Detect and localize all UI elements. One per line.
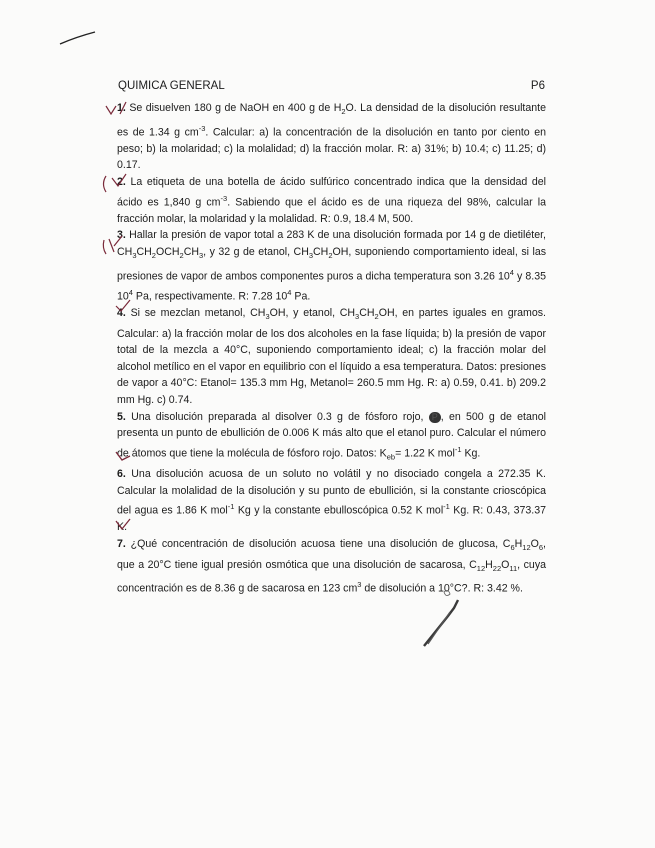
problem-number: 4. [117,306,131,319]
problem: 4. Si se mezclan metanol, $CH_3OH$, y etanol, $CH_3CH_2OH$, en partes iguales en gramos. Calcular: a) la fracción molar de los dos alcoholes en la fase líquida; b) la presión de vapor total de la mezcla a 40°C, suponiendo comportamiento ideal; c) la fracción molar del alcohol metílico en el vapor en equilibrio con el líquido a esa temperatura. Datos: presiones de vapor a 40°C: Etanol= 135.3 mm Hg, Metanol= 260.5 mm Hg. R: a) 0.59, 0.41. b) 209.2 mm Hg. c) 0.74. [117,306,547,406]
problem: 1. Se disuelven 180 g de NaOH en 400 g de $H_2O$. La densidad de la disolución resultante es de 1.34 g $cm^{-3}$. Calcular: a) la concentración de la disolución en tanto por ciento en peso; b) la molaridad; c) la molalidad; d) la fracción molar. R: a) 31%; b) 10.4; c) 11.25; d) 0.17. [117,102,546,172]
problem-number: 2. [117,176,131,189]
problem: 6. Una disolución acuosa de un soluto no volátil y no disociado congela a 272.35 K. Calcular la molalidad de la disolución y su punto de ebullición, si la constante crioscópica del agua es 1.86 K mol$^{-1}$ Kg y la constante ebulloscópica 0.52 K mol$^{-1}$ Kg. R: 0.43, 373.37 K. [117,467,547,534]
problem-number: 7. [117,537,131,550]
problem-number: 3. [117,229,130,242]
pen-squiggle-bottom [420,586,470,650]
ink-blot: P [429,412,441,423]
problem-list [117,100,546,597]
page-code: P6 [530,80,545,92]
problem-number: 1. [117,102,130,114]
problem: 5. Una disolución preparada al disolver 0.3 g de fósforo rojo, P , en 500 g de etanol presenta un punto de ebullición de 0.006 K más alto que el etanol puro. Calcular el número de átomos que tiene la molécula de fósforo rojo. Datos: $K_{eb}= 1.22$ K mol$^{-1}$ Kg. [117,410,546,462]
problem: 2. La etiqueta de una botella de ácido sulfúrico concentrado indica que la densidad del ácido es 1,840 g $cm^{-3}$. Sabiendo que el ácido es de una riqueza del 98%, calcular la fracción molar, la molaridad y la molalidad. R: 0.9, 18.4 M, 500. [117,176,546,225]
problem-number: 6. [117,467,132,480]
course-title: QUIMICA GENERAL [118,80,225,92]
page-header [118,80,545,92]
problem: 7. ¿Qué concentración de disolución acuosa tiene una disolución de glucosa, $C_6H_{12}O_6$, que a 20°C tiene igual presión osmótica que una disolución de sacarosa, $C_{12}H_{22}O_{11}$, cuya concentración es de 8.36 g de sacarosa en 123 $cm^3$ de disolución a 10°C?. R: 3.42 %. [117,537,547,595]
problem: 3. Hallar la presión de vapor total a 283 K de una disolución formada por 14 g de dietiléter, $CH_3CH_2OCH_2CH_3$, y 32 g de etanol, $CH_3CH_2OH$, suponiendo comportamiento ideal, si las presiones de vapor de ambos componentes puros a dicha temperatura son 3.26 $10^4$ y 8.35 $10^4$ Pa, respectivamente. R: 7.28 $10^4$ Pa. [117,229,547,303]
pen-stroke-top [58,30,98,46]
problem-number: 5. [117,410,132,423]
